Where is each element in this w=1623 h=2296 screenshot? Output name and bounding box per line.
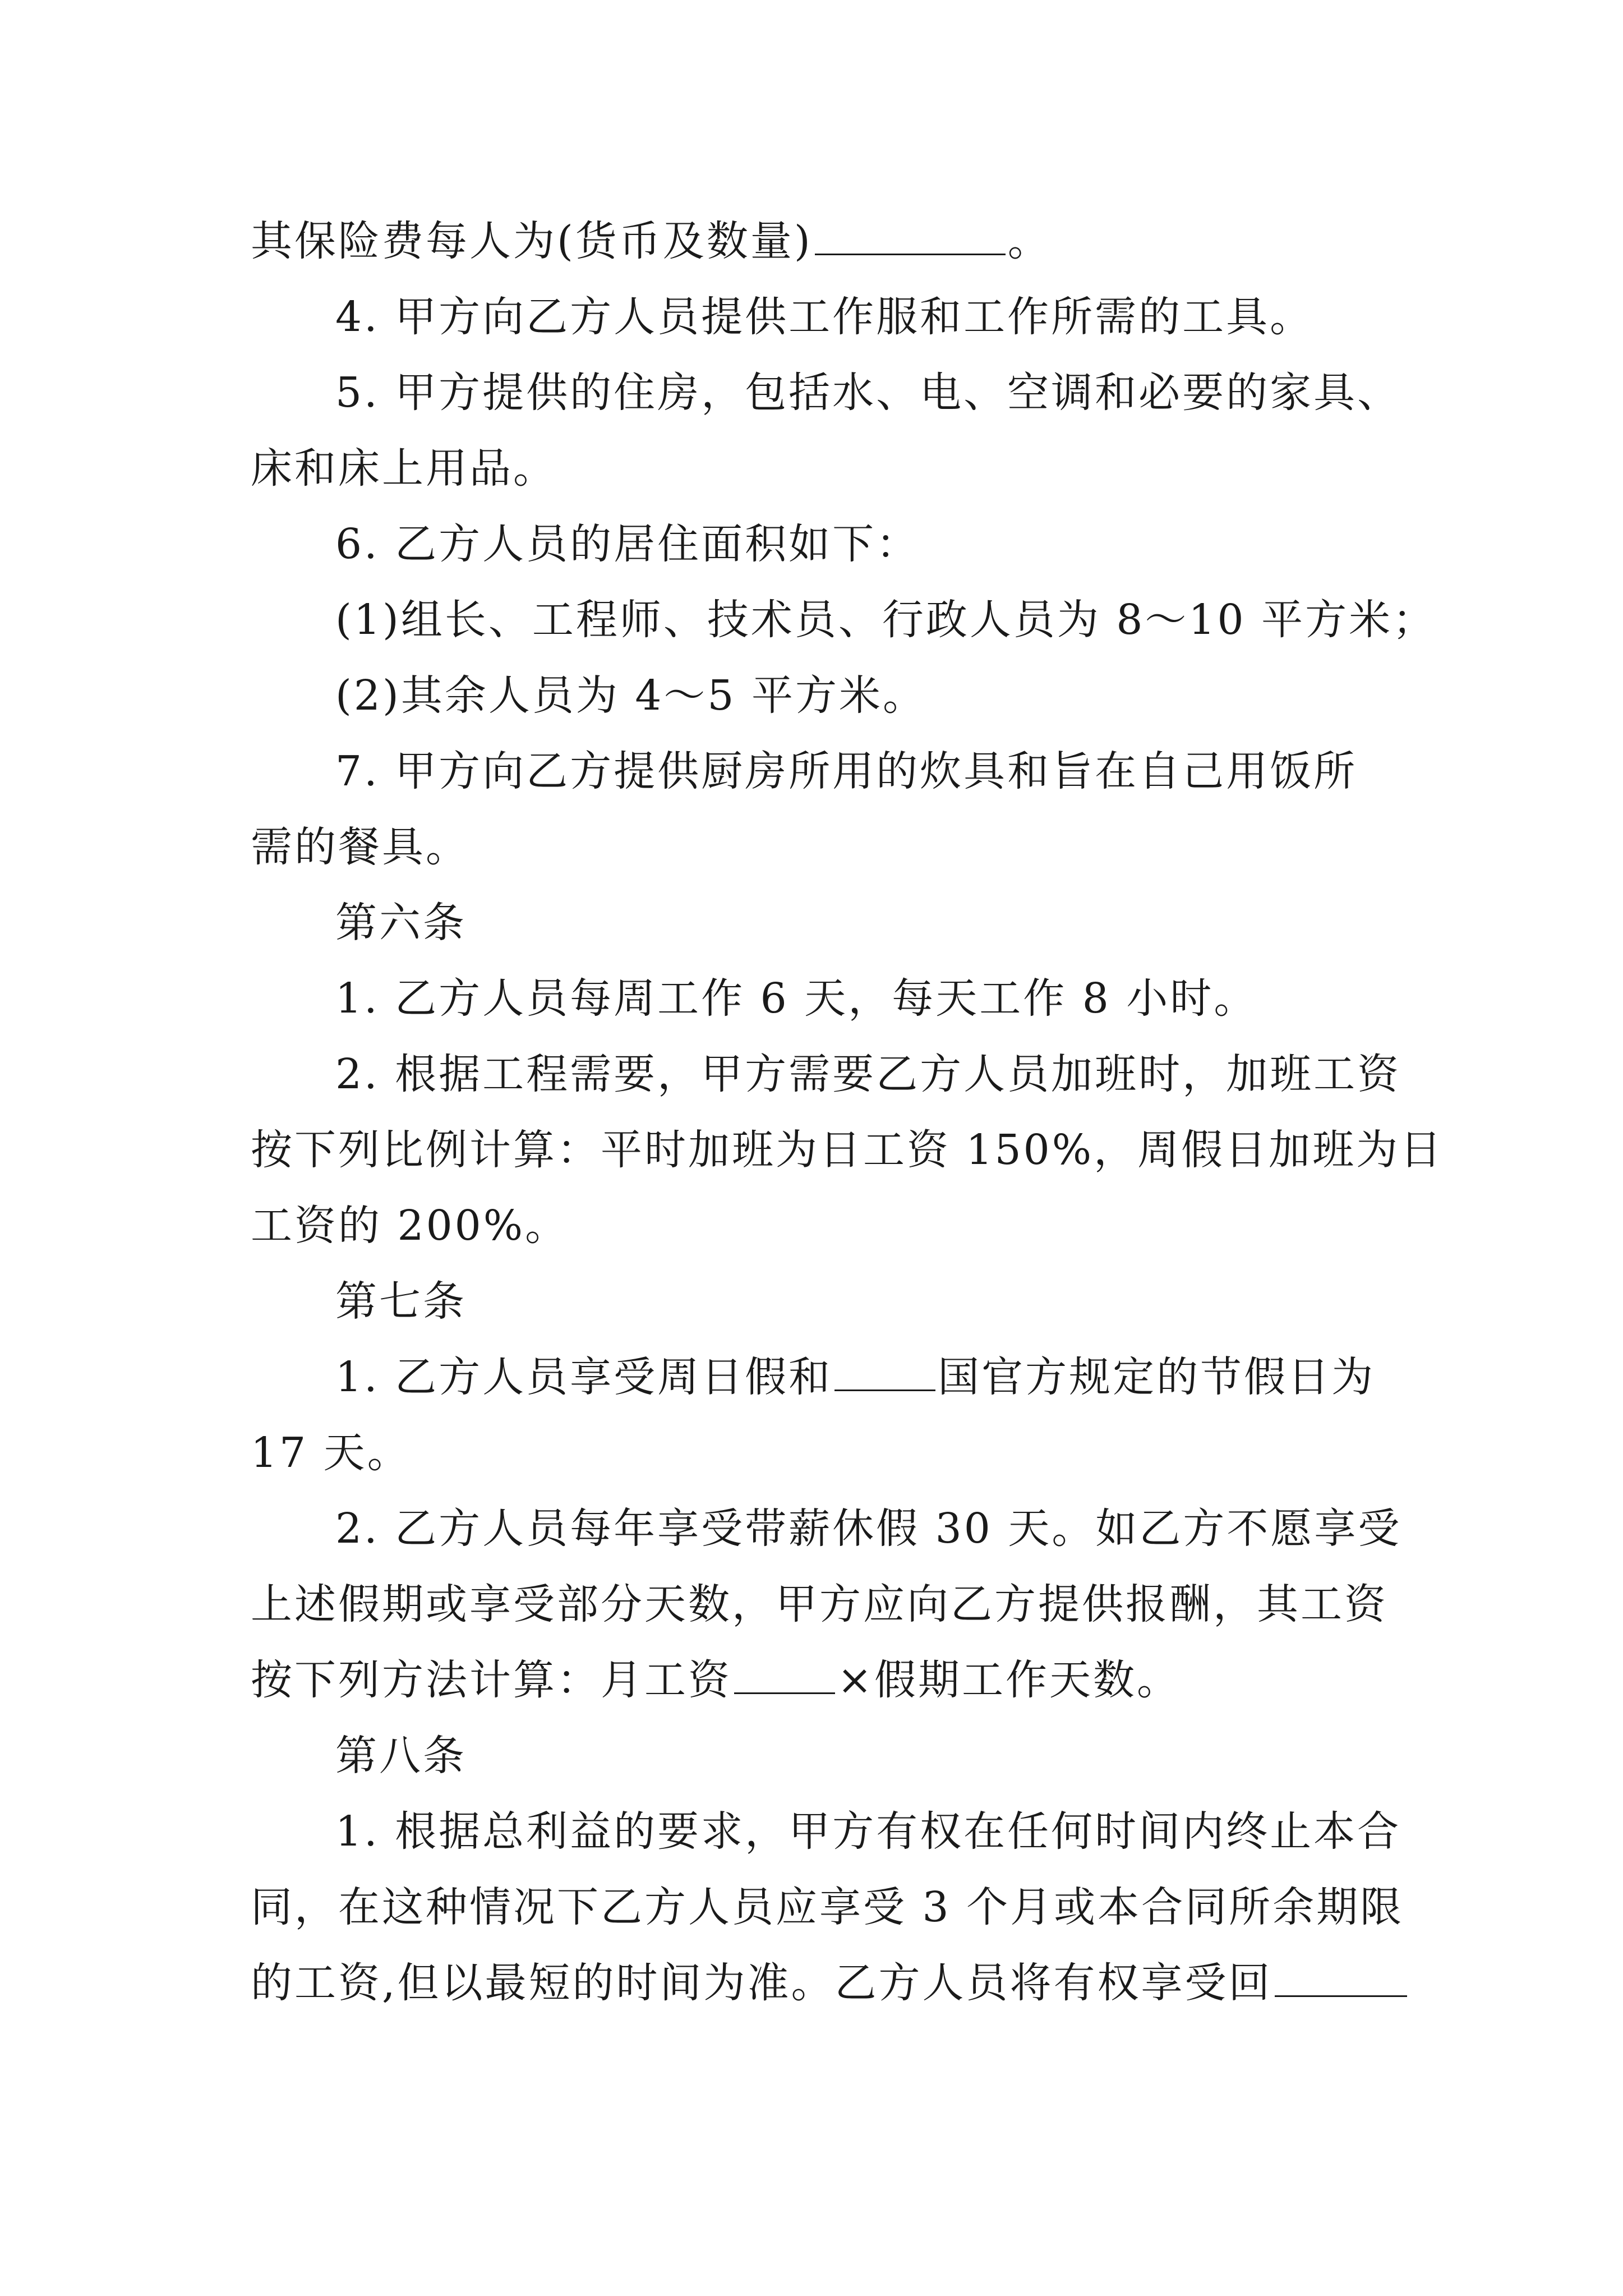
article-heading-6: 第六条 — [335, 899, 467, 947]
fill-in-blank — [834, 1355, 935, 1391]
text-line-insurance-fee — [251, 213, 1052, 269]
clause-item-5: 5. 甲方提供的住房，包括水、电、空调和必要的家具、 — [335, 369, 1401, 417]
clause-item-1: 1. 根据总利益的要求，甲方有权在任何时间内终止本合 — [335, 1807, 1401, 1856]
line-text: 1. 乙方人员享受周日假和 — [335, 1353, 833, 1401]
fill-in-blank — [734, 1658, 835, 1694]
line-text: 。 — [1007, 217, 1052, 265]
text-line: 需的餐具。 — [251, 823, 469, 871]
clause-item-4: 4. 甲方向乙方人员提供工作服和工作所需的工具。 — [335, 293, 1314, 341]
text-line: 同，在这种情况下乙方人员应享受 3 个月或本合同所余期限 — [251, 1883, 1404, 1931]
line-text: 按下列方法计算：月工资 — [251, 1656, 732, 1704]
clause-item-1: 1. 乙方人员每周工作 6 天，每天工作 8 小时。 — [335, 974, 1258, 1023]
clause-item-2: 2. 根据工程需要，甲方需要乙方人员加班时，加班工资 — [335, 1050, 1401, 1098]
article-heading-8: 第八条 — [335, 1732, 467, 1780]
text-line-wage-formula — [251, 1652, 1181, 1708]
text-line: 工资的 200%。 — [251, 1202, 569, 1250]
sub-item-2: (2)其余人员为 4～5 平方米。 — [335, 671, 927, 720]
line-text: ×假期工作天数。 — [837, 1656, 1181, 1704]
article-heading-7: 第七条 — [335, 1277, 467, 1326]
clause-item-1 — [335, 1349, 1375, 1405]
text-line: 按下列比例计算：平时加班为日工资 150%，周假日加班为日 — [251, 1126, 1444, 1174]
text-line — [251, 1955, 1409, 2011]
line-text: 其保险费每人为(货币及数量) — [251, 217, 813, 265]
line-text: 的工资,但以最短的时间为准。乙方人员将有权享受回 — [251, 1959, 1272, 2007]
fill-in-blank — [815, 219, 1006, 255]
text-line: 上述假期或享受部分天数，甲方应向乙方提供报酬，其工资 — [251, 1580, 1388, 1628]
line-text: 国官方规定的节假日为 — [938, 1353, 1376, 1401]
text-line: 17 天。 — [251, 1429, 411, 1477]
clause-item-2: 2. 乙方人员每年享受带薪休假 30 天。如乙方不愿享受 — [335, 1504, 1402, 1553]
sub-item-1: (1)组长、工程师、技术员、行政人员为 8～10 平方米； — [335, 596, 1437, 644]
text-line: 床和床上用品。 — [251, 444, 557, 493]
fill-in-blank — [1275, 1961, 1407, 1997]
clause-item-7: 7. 甲方向乙方提供厨房所用的炊具和旨在自己用饭所 — [335, 747, 1358, 795]
clause-item-6: 6. 乙方人员的居住面积如下： — [335, 520, 920, 568]
